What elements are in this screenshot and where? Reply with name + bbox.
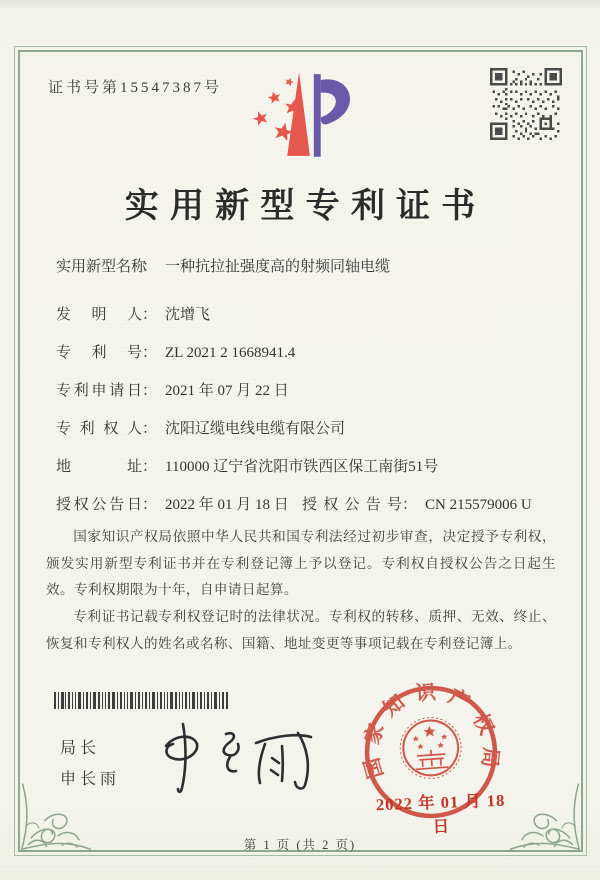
certificate-title: 实用新型专利证书 <box>124 188 487 225</box>
commissioner-title: 局长 <box>60 740 101 757</box>
field-colon: ： <box>142 421 158 437</box>
grant-number-group <box>302 493 532 514</box>
field-colon: ： <box>142 345 158 361</box>
field-colon: ： <box>142 259 158 275</box>
field-row-name <box>56 255 390 276</box>
legal-text-block <box>46 524 556 657</box>
qr-code <box>490 68 562 140</box>
barcode <box>54 692 230 709</box>
field-label: 授 权 公 告 号 <box>302 497 402 513</box>
field-row-patentee <box>56 417 345 438</box>
field-value: 2021 年 07 月 22 日 <box>165 383 289 399</box>
field-label: 专 利 权 人 <box>56 421 142 437</box>
page-number: 第 1 页 (共 2 页) <box>243 838 357 852</box>
field-row-patent-number <box>56 341 295 362</box>
commissioner-name: 申长雨 <box>60 771 121 788</box>
legal-paragraph: 专利证书记载专利权登记时的法律状况。专利权的转移、质押、无效、终止、恢复和专利权人的姓名或名称、国籍、地址变更等事项记载在专利登记簿上。 <box>46 608 556 651</box>
seal-ring-text: 国家知识产权局 <box>361 681 502 781</box>
field-value: CN 215579006 U <box>425 497 532 513</box>
field-row-filing-date <box>56 379 289 400</box>
legal-paragraph: 国家知识产权局依照中华人民共和国专利法经过初步审查，决定授予专利权，颁发实用新型专利证书并在专利登记簿上予以登记。专利权自授权公告之日起生效。专利权期限为十年，自申请日起算。 <box>46 529 556 598</box>
seal-date: 2022 年 01 月 18 日 <box>375 790 506 837</box>
field-value: 一种抗拉扯强度高的射频同轴电缆 <box>165 259 391 275</box>
field-value: 2022 年 01 月 18 日 <box>165 497 289 513</box>
field-value: 110000 辽宁省沈阳市铁西区保工南街51号 <box>165 459 439 475</box>
field-label: 专利申请日 <box>56 383 142 399</box>
scan-edge-shadow <box>0 0 600 10</box>
field-label: 发 明 人 <box>56 307 142 323</box>
field-value: 沈增飞 <box>165 307 211 323</box>
field-value: ZL 2021 2 1668941.4 <box>165 345 296 361</box>
field-label: 实用新型名称 <box>56 259 147 275</box>
certificate-number: 证书号第15547387号 <box>48 80 223 96</box>
field-colon: ： <box>142 307 158 323</box>
field-label: 授权公告日 <box>56 497 142 513</box>
field-label: 专 利 号 <box>56 345 142 361</box>
field-colon: ： <box>402 497 418 513</box>
field-label: 地 址 <box>56 459 142 475</box>
field-row-grant <box>56 493 532 514</box>
signature-handwriting-icon <box>152 712 328 804</box>
field-value: 沈阳辽缆电线电缆有限公司 <box>165 421 346 437</box>
field-colon: ： <box>142 383 158 399</box>
cnipa-logo-icon <box>238 60 366 164</box>
field-row-address <box>56 455 438 476</box>
field-row-inventor <box>56 303 210 324</box>
field-colon: ： <box>142 497 158 513</box>
field-colon: ： <box>142 459 158 475</box>
